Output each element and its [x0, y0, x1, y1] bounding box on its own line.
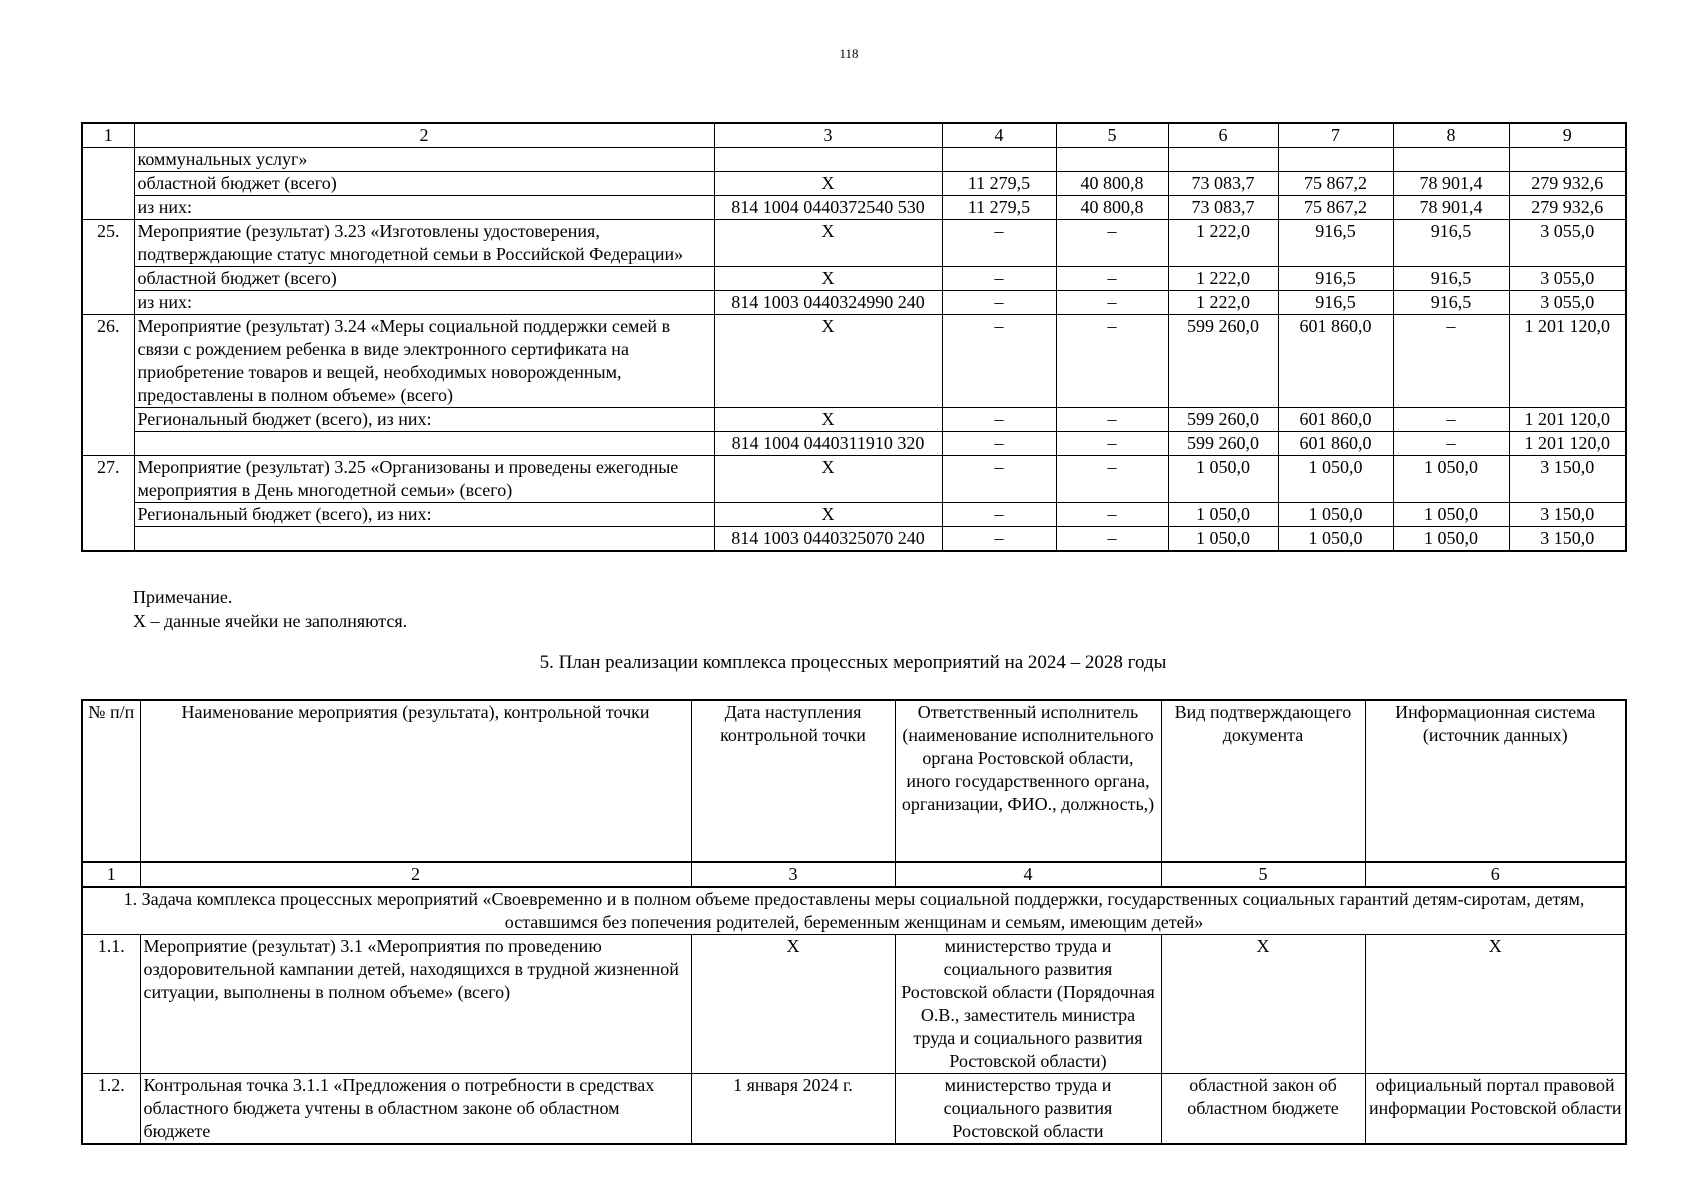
- value-cell: –: [942, 527, 1056, 552]
- col-header: 8: [1393, 123, 1509, 148]
- value-cell: –: [1393, 432, 1509, 456]
- value-cell: 3 055,0: [1509, 220, 1626, 267]
- value-cell: 1 050,0: [1393, 456, 1509, 503]
- value-cell: 1 050,0: [1278, 456, 1393, 503]
- col-header-doc: Вид подтверждающего документа: [1161, 700, 1365, 862]
- value-cell: 916,5: [1393, 291, 1509, 315]
- sub-label: [134, 432, 714, 456]
- page-number: 118: [839, 46, 859, 61]
- note-title: Примечание.: [133, 587, 233, 607]
- value-cell: 40 800,8: [1056, 172, 1168, 196]
- col-header: 1: [82, 123, 134, 148]
- col-header-date: Дата наступления контрольной точки: [691, 700, 895, 862]
- header-row: [82, 123, 1626, 148]
- table-row: [82, 503, 1626, 527]
- row-name: Мероприятие (результат) 3.25 «Организованы и проведены ежегодные мероприятия в День многодетной семьи» (всего): [134, 456, 714, 503]
- sub-label: [134, 527, 714, 552]
- value-cell: 1 222,0: [1168, 291, 1278, 315]
- row-num: 1.1.: [82, 935, 140, 1074]
- value-cell: –: [1056, 432, 1168, 456]
- row-system: официальный портал правовой информации Ростовской области: [1365, 1074, 1626, 1145]
- code-cell: X: [714, 408, 942, 432]
- row-name: Мероприятие (результат) 3.1 «Мероприятия по проведению оздоровительной кампании детей, находящихся в трудной жизненной ситуации, выполнены в полном объеме» (всего): [140, 935, 691, 1074]
- table-row: [82, 267, 1626, 291]
- value-cell: –: [1056, 291, 1168, 315]
- value-cell: 78 901,4: [1393, 196, 1509, 220]
- value-cell: –: [942, 267, 1056, 291]
- row-date: 1 января 2024 г.: [691, 1074, 895, 1145]
- table-row: [82, 196, 1626, 220]
- value-cell: 3 150,0: [1509, 456, 1626, 503]
- value-cell: 73 083,7: [1168, 196, 1278, 220]
- value-cell: 601 860,0: [1278, 432, 1393, 456]
- table-row: [82, 527, 1626, 552]
- value-cell: 1 201 120,0: [1509, 432, 1626, 456]
- value-cell: 73 083,7: [1168, 172, 1278, 196]
- value-cell: 1 050,0: [1278, 527, 1393, 552]
- value-cell: 279 932,6: [1509, 172, 1626, 196]
- value-cell: –: [1056, 456, 1168, 503]
- budget-label: областной бюджет (всего): [134, 267, 714, 291]
- value-cell: 11 279,5: [942, 196, 1056, 220]
- implementation-plan-table: [81, 699, 1627, 1145]
- value-cell: 78 901,4: [1393, 172, 1509, 196]
- table-row: [82, 408, 1626, 432]
- value-cell: 1 050,0: [1168, 456, 1278, 503]
- value-cell: –: [942, 220, 1056, 267]
- sub-label: из них:: [134, 291, 714, 315]
- row-num: 1.2.: [82, 1074, 140, 1145]
- column-numbers-row: [82, 862, 1626, 887]
- value-cell: 11 279,5: [942, 172, 1056, 196]
- value-cell: –: [1056, 220, 1168, 267]
- value-cell: –: [942, 503, 1056, 527]
- value-cell: 1 050,0: [1168, 527, 1278, 552]
- code-cell: X: [714, 172, 942, 196]
- row-name: Мероприятие (результат) 3.23 «Изготовлены удостоверения, подтверждающие статус многодетной семьи в Российской Федерации»: [134, 220, 714, 267]
- value-cell: –: [1393, 315, 1509, 408]
- value-cell: 1 201 120,0: [1509, 315, 1626, 408]
- value-cell: –: [1056, 315, 1168, 408]
- table-row: [82, 220, 1626, 267]
- col-header: 2: [134, 123, 714, 148]
- col-number: 2: [140, 862, 691, 887]
- value-cell: 3 150,0: [1509, 527, 1626, 552]
- value-cell: 1 050,0: [1393, 527, 1509, 552]
- code-cell: X: [714, 220, 942, 267]
- value-cell: 3 150,0: [1509, 503, 1626, 527]
- col-header: 3: [714, 123, 942, 148]
- budget-label: Региональный бюджет (всего), из них:: [134, 503, 714, 527]
- code-cell: X: [714, 456, 942, 503]
- col-header-num: № п/п: [82, 700, 140, 862]
- row-num-cell: [82, 148, 134, 220]
- value-cell: 1 050,0: [1168, 503, 1278, 527]
- value-cell: 3 055,0: [1509, 291, 1626, 315]
- row-doc: областной закон об областном бюджете: [1161, 1074, 1365, 1145]
- value-cell: –: [942, 291, 1056, 315]
- row-name: коммунальных услуг»: [134, 148, 714, 172]
- value-cell: 75 867,2: [1278, 172, 1393, 196]
- value-cell: 601 860,0: [1278, 315, 1393, 408]
- table-row: [82, 456, 1626, 503]
- section-title: 5. План реализации комплекса процессных мероприятий на 2024 – 2028 годы: [539, 652, 1167, 673]
- row-num: 26.: [82, 315, 134, 456]
- value-cell: 75 867,2: [1278, 196, 1393, 220]
- value-cell: 916,5: [1393, 220, 1509, 267]
- note-text: X – данные ячейки не заполняются.: [133, 611, 408, 631]
- code-cell: X: [714, 267, 942, 291]
- value-cell: –: [1056, 503, 1168, 527]
- table-row: [82, 1074, 1626, 1145]
- value-cell: –: [1056, 267, 1168, 291]
- col-number: 6: [1365, 862, 1626, 887]
- value-cell: –: [942, 408, 1056, 432]
- col-number: 4: [895, 862, 1161, 887]
- row-num: 25.: [82, 220, 134, 315]
- value-cell: –: [942, 315, 1056, 408]
- col-number: 5: [1161, 862, 1365, 887]
- value-cell: 1 222,0: [1168, 220, 1278, 267]
- col-header: 6: [1168, 123, 1278, 148]
- value-cell: 916,5: [1278, 220, 1393, 267]
- col-header: 5: [1056, 123, 1168, 148]
- financing-table: [81, 122, 1627, 552]
- note: [133, 585, 407, 633]
- budget-label: областной бюджет (всего): [134, 172, 714, 196]
- code-cell: 814 1004 0440372540 530: [714, 196, 942, 220]
- table-row: [82, 935, 1626, 1074]
- row-executor: министерство труда и социального развития Ростовской области (Порядочная О.В., заместитель министра труда и социального развития Ростовской области): [895, 935, 1161, 1074]
- code-cell: X: [714, 503, 942, 527]
- value-cell: –: [942, 432, 1056, 456]
- value-cell: 916,5: [1393, 267, 1509, 291]
- row-name: Мероприятие (результат) 3.24 «Меры социальной поддержки семей в связи с рождением ребенка в виде электронного сертификата на приобретение товаров и вещей, необходимых новорожденным, предоставлены в полном объеме» (всего): [134, 315, 714, 408]
- code-cell: X: [714, 315, 942, 408]
- header-row: [82, 700, 1626, 862]
- table-row: [82, 315, 1626, 408]
- value-cell: –: [1056, 408, 1168, 432]
- col-header: 4: [942, 123, 1056, 148]
- table-row: [82, 432, 1626, 456]
- code-cell: 814 1003 0440324990 240: [714, 291, 942, 315]
- value-cell: 279 932,6: [1509, 196, 1626, 220]
- value-cell: 1 050,0: [1278, 503, 1393, 527]
- budget-label: Региональный бюджет (всего), из них:: [134, 408, 714, 432]
- task-row: [82, 887, 1626, 935]
- value-cell: 40 800,8: [1056, 196, 1168, 220]
- col-header-executor: Ответственный исполнитель (наименование исполнительного органа Ростовской области, иного государственного органа, организации, ФИО., должность,): [895, 700, 1161, 862]
- value-cell: 1 050,0: [1393, 503, 1509, 527]
- col-number: 3: [691, 862, 895, 887]
- col-header: 7: [1278, 123, 1393, 148]
- col-number: 1: [82, 862, 140, 887]
- col-header-name: Наименование мероприятия (результата), контрольной точки: [140, 700, 691, 862]
- value-cell: –: [1393, 408, 1509, 432]
- row-doc: X: [1161, 935, 1365, 1074]
- value-cell: 916,5: [1278, 291, 1393, 315]
- task-title: 1. Задача комплекса процессных мероприятий «Своевременно и в полном объеме предоставлены меры социальной поддержки, государственных социальных гарантий детям-сиротам, детям, оставшимся без попечения родителей, беременным женщинам и семьям, имеющим детей»: [82, 887, 1626, 935]
- code-cell: 814 1003 0440325070 240: [714, 527, 942, 552]
- table-row: [82, 148, 1626, 172]
- value-cell: 599 260,0: [1168, 408, 1278, 432]
- row-executor: министерство труда и социального развития Ростовской области: [895, 1074, 1161, 1145]
- value-cell: 916,5: [1278, 267, 1393, 291]
- row-name: Контрольная точка 3.1.1 «Предложения о потребности в средствах областного бюджета учтены в областном законе об областном бюджете: [140, 1074, 691, 1145]
- row-num: 27.: [82, 456, 134, 552]
- value-cell: –: [1056, 527, 1168, 552]
- col-header: 9: [1509, 123, 1626, 148]
- table-row: [82, 291, 1626, 315]
- value-cell: 1 222,0: [1168, 267, 1278, 291]
- value-cell: 601 860,0: [1278, 408, 1393, 432]
- value-cell: 599 260,0: [1168, 432, 1278, 456]
- value-cell: 1 201 120,0: [1509, 408, 1626, 432]
- code-cell: 814 1004 0440311910 320: [714, 432, 942, 456]
- sub-label: из них:: [134, 196, 714, 220]
- row-system: X: [1365, 935, 1626, 1074]
- value-cell: 599 260,0: [1168, 315, 1278, 408]
- col-header-system: Информационная система (источник данных): [1365, 700, 1626, 862]
- table-row: [82, 172, 1626, 196]
- value-cell: –: [942, 456, 1056, 503]
- row-date: X: [691, 935, 895, 1074]
- value-cell: 3 055,0: [1509, 267, 1626, 291]
